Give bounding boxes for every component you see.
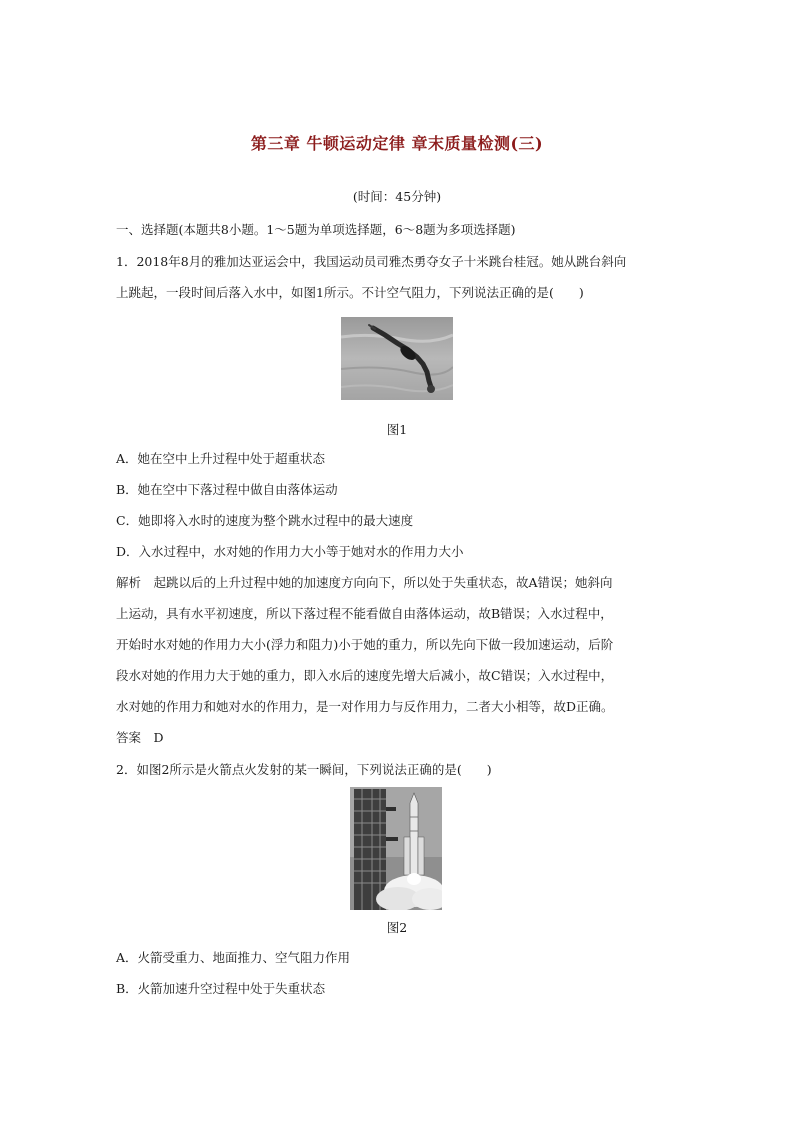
option-1a: A．她在空中上升过程中处于超重状态	[116, 451, 326, 466]
analysis-line-5: 水对她的作用力和她对水的作用力，是一对作用力与反作用力，二者大小相等，故D正确。	[116, 699, 614, 714]
section-heading: 一、选择题(本题共8小题。1～5题为单项选择题，6～8题为多项选择题)	[116, 222, 516, 237]
analysis-line-4: 段水对她的作用力大于她的重力，即入水后的速度先增大后减小，故C错误；入水过程中，	[116, 668, 614, 683]
answer-1: 答案 D	[116, 730, 164, 745]
question-2-line-1: 2．如图2所示是火箭点火发射的某一瞬间，下列说法正确的是( )	[116, 762, 492, 777]
analysis-line-3: 开始时水对她的作用力大小(浮力和阻力)小于她的重力，所以先向下做一段加速运动，后阶	[116, 637, 614, 652]
question-1-line-2: 上跳起，一段时间后落入水中，如图1所示。不计空气阻力，下列说法正确的是( )	[116, 285, 584, 300]
option-2a: A．火箭受重力、地面推力、空气阻力作用	[116, 950, 351, 965]
figure-1-diver-photo	[341, 317, 453, 400]
figure-1-caption: 图1	[386, 422, 408, 437]
question-1-line-1: 1．2018年8月的雅加达亚运会中，我国运动员司雅杰勇夺女子十米跳台桂冠。她从跳台斜向	[116, 254, 627, 269]
option-2b: B．火箭加速升空过程中处于失重状态	[116, 981, 326, 996]
page-title: 第三章 牛顿运动定律 章末质量检测(三)	[250, 134, 544, 153]
analysis-line-2: 上运动，具有水平初速度，所以下落过程不能看做自由落体运动，故B错误；入水过程中，	[116, 606, 613, 621]
option-1d: D．入水过程中，水对她的作用力大小等于她对水的作用力大小	[116, 544, 464, 559]
figure-2-caption: 图2	[386, 920, 408, 935]
analysis-line-1: 解析 起跳以后的上升过程中她的加速度方向向下，所以处于失重状态，故A错误；她斜向	[116, 575, 613, 590]
figure-2-rocket-photo	[350, 787, 442, 910]
option-1b: B．她在空中下落过程中做自由落体运动	[116, 482, 338, 497]
exam-time: (时间：45分钟)	[352, 189, 442, 204]
option-1c: C．她即将入水时的速度为整个跳水过程中的最大速度	[116, 513, 414, 528]
